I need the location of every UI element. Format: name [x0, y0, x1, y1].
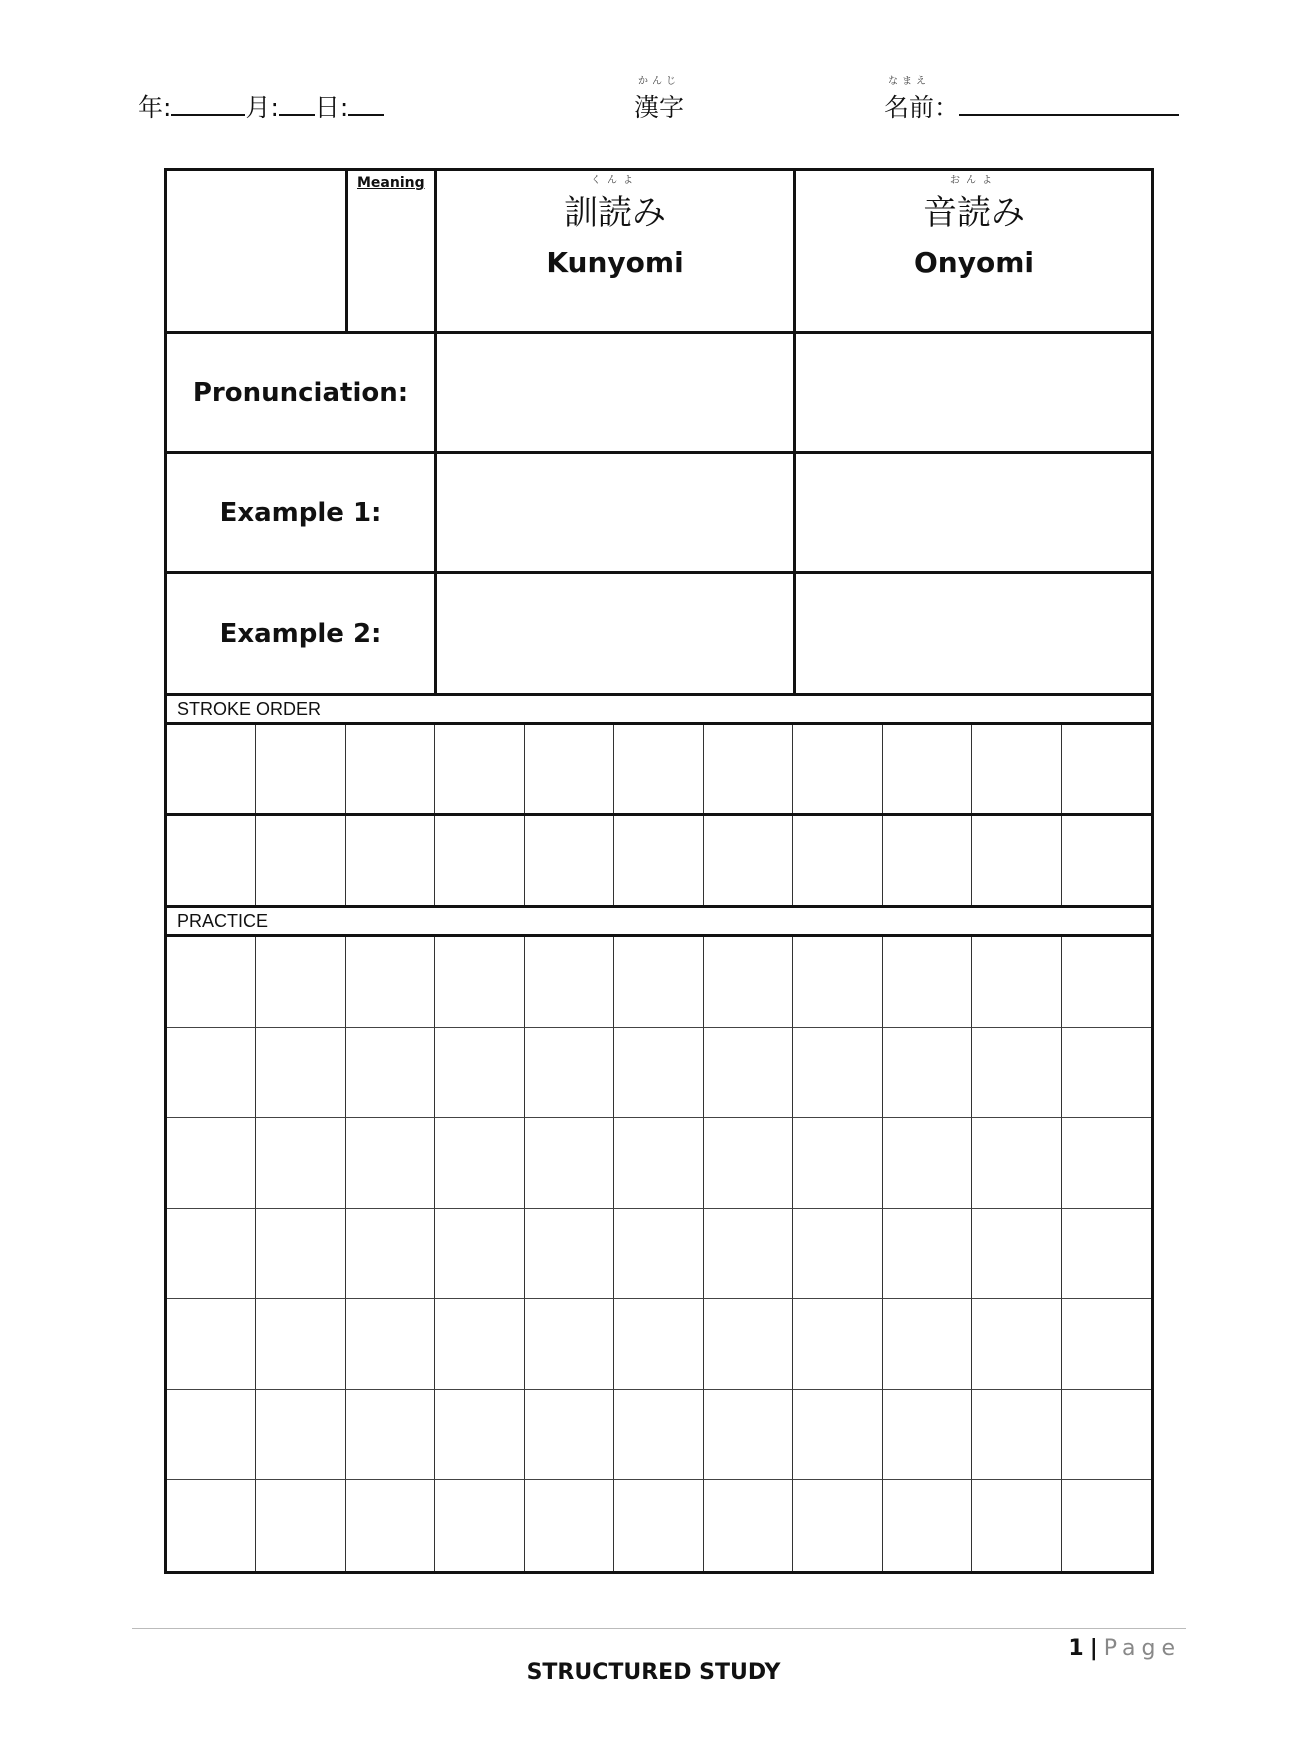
stroke-order-cell[interactable] — [256, 815, 345, 905]
stroke-order-cell[interactable] — [883, 815, 972, 905]
practice-label: PRACTICE — [177, 910, 269, 931]
date-fields — [138, 88, 384, 124]
practice-cell[interactable] — [167, 1028, 256, 1119]
practice-cell[interactable] — [793, 1480, 882, 1571]
stroke-order-label: STROKE ORDER — [177, 698, 322, 719]
name-label: 名前： — [884, 93, 960, 122]
practice-cell[interactable] — [346, 1028, 435, 1119]
year-label: 年: — [138, 93, 172, 122]
stroke-order-cell[interactable] — [256, 725, 345, 815]
practice-cell[interactable] — [167, 1480, 256, 1571]
practice-cell[interactable] — [1062, 1390, 1151, 1481]
practice-cell[interactable] — [793, 1028, 882, 1119]
practice-cell[interactable] — [346, 1299, 435, 1390]
practice-cell[interactable] — [793, 937, 882, 1028]
kunyomi-header — [437, 175, 793, 279]
practice-cell[interactable] — [346, 1390, 435, 1481]
practice-cell[interactable] — [972, 937, 1061, 1028]
practice-cell[interactable] — [256, 1390, 345, 1481]
practice-cell[interactable] — [704, 937, 793, 1028]
practice-cell[interactable] — [167, 1390, 256, 1481]
practice-cell[interactable] — [167, 937, 256, 1028]
kanji-label: 漢字 — [634, 93, 685, 122]
pronunciation-onyomi-cell[interactable] — [796, 334, 1152, 451]
page-separator: | — [1089, 1636, 1098, 1661]
practice-cell[interactable] — [525, 1390, 614, 1481]
stroke-order-cell[interactable] — [614, 725, 703, 815]
practice-cell[interactable] — [614, 1118, 703, 1209]
practice-cell[interactable] — [167, 1209, 256, 1300]
practice-cell[interactable] — [256, 1028, 345, 1119]
practice-cell[interactable] — [346, 1209, 435, 1300]
stroke-order-cell[interactable] — [972, 725, 1061, 815]
practice-cell[interactable] — [435, 1299, 524, 1390]
practice-cell[interactable] — [793, 1118, 882, 1209]
year-blank[interactable] — [171, 94, 245, 116]
kanji-ruby: かんじ — [638, 76, 680, 87]
practice-cell[interactable] — [346, 1480, 435, 1571]
practice-cell[interactable] — [883, 937, 972, 1028]
day-label: 日: — [314, 93, 349, 122]
practice-cell[interactable] — [614, 1390, 703, 1481]
onyomi-ruby: おんよ — [950, 175, 998, 186]
practice-cell[interactable] — [256, 1480, 345, 1571]
practice-cell[interactable] — [614, 1028, 703, 1119]
practice-cell[interactable] — [793, 1299, 882, 1390]
practice-cell[interactable] — [256, 937, 345, 1028]
stroke-order-cell[interactable] — [1062, 725, 1151, 815]
practice-cell[interactable] — [972, 1390, 1061, 1481]
practice-cell[interactable] — [883, 1118, 972, 1209]
stroke-order-cell[interactable] — [793, 815, 882, 905]
practice-cell[interactable] — [614, 1480, 703, 1571]
practice-cell[interactable] — [435, 1209, 524, 1300]
practice-cell[interactable] — [435, 937, 524, 1028]
practice-cell[interactable] — [1062, 1480, 1151, 1571]
example2-kunyomi-cell[interactable] — [437, 574, 793, 693]
footer-title: STRUCTURED STUDY — [526, 1660, 781, 1685]
practice-cell[interactable] — [435, 1480, 524, 1571]
page-word: Page — [1103, 1636, 1181, 1661]
practice-cell[interactable] — [256, 1118, 345, 1209]
practice-cell[interactable] — [525, 1299, 614, 1390]
example2-onyomi-cell[interactable] — [796, 574, 1152, 693]
practice-cell[interactable] — [525, 1209, 614, 1300]
practice-cell[interactable] — [883, 1028, 972, 1119]
stroke-order-cell[interactable] — [614, 815, 703, 905]
practice-cell[interactable] — [972, 1028, 1061, 1119]
practice-cell[interactable] — [525, 937, 614, 1028]
name-blank[interactable] — [959, 94, 1179, 116]
kanji-title — [634, 76, 685, 124]
practice-cell[interactable] — [1062, 1118, 1151, 1209]
day-blank[interactable] — [348, 94, 384, 116]
kanji-box[interactable] — [167, 171, 345, 331]
kunyomi-en: Kunyomi — [546, 246, 684, 279]
practice-cell[interactable] — [972, 1209, 1061, 1300]
name-field — [884, 76, 1179, 124]
stroke-order-cell[interactable] — [883, 725, 972, 815]
practice-cell[interactable] — [883, 1299, 972, 1390]
practice-cell[interactable] — [704, 1118, 793, 1209]
practice-cell[interactable] — [525, 1118, 614, 1209]
stroke-order-cell[interactable] — [972, 815, 1061, 905]
practice-cell[interactable] — [614, 1299, 703, 1390]
name-ruby: なまえ — [888, 76, 930, 87]
practice-cell[interactable] — [525, 1480, 614, 1571]
practice-cell[interactable] — [1062, 1299, 1151, 1390]
practice-cell[interactable] — [167, 1299, 256, 1390]
practice-cell[interactable] — [704, 1028, 793, 1119]
page-number — [1068, 1636, 1181, 1661]
example2-label: Example 2: — [219, 618, 382, 649]
stroke-order-cell[interactable] — [346, 815, 435, 905]
practice-cell[interactable] — [793, 1390, 882, 1481]
month-label: 月: — [245, 93, 279, 122]
stroke-order-cell[interactable] — [435, 815, 524, 905]
onyomi-en: Onyomi — [914, 246, 1034, 279]
stroke-order-cell[interactable] — [704, 815, 793, 905]
practice-cell[interactable] — [704, 1209, 793, 1300]
practice-cell[interactable] — [525, 1028, 614, 1119]
kunyomi-ruby: くんよ — [591, 175, 639, 186]
practice-grid — [167, 937, 1151, 1571]
onyomi-header — [796, 175, 1152, 279]
example1-onyomi-cell[interactable] — [796, 454, 1152, 571]
practice-cell[interactable] — [883, 1390, 972, 1481]
practice-cell[interactable] — [435, 1028, 524, 1119]
month-blank[interactable] — [279, 94, 315, 116]
practice-cell[interactable] — [167, 1118, 256, 1209]
kunyomi-jp: 訓読み — [564, 193, 666, 233]
stroke-order-cell[interactable] — [346, 725, 435, 815]
practice-cell[interactable] — [704, 1390, 793, 1481]
practice-cell[interactable] — [972, 1299, 1061, 1390]
pronunciation-label: Pronunciation: — [192, 377, 409, 408]
practice-cell[interactable] — [614, 1209, 703, 1300]
stroke-order-cell[interactable] — [525, 815, 614, 905]
footer-divider — [132, 1628, 1186, 1629]
stroke-order-cell[interactable] — [793, 725, 882, 815]
practice-cell[interactable] — [972, 1480, 1061, 1571]
practice-cell[interactable] — [883, 1480, 972, 1571]
page-number-value: 1 — [1068, 1636, 1084, 1661]
example1-label: Example 1: — [219, 497, 382, 528]
practice-cell[interactable] — [346, 1118, 435, 1209]
practice-cell[interactable] — [972, 1118, 1061, 1209]
stroke-order-cell[interactable] — [167, 815, 256, 905]
worksheet-table — [164, 168, 1154, 1574]
practice-cell[interactable] — [704, 1299, 793, 1390]
stroke-order-cell[interactable] — [704, 725, 793, 815]
practice-cell[interactable] — [435, 1390, 524, 1481]
stroke-order-cell[interactable] — [435, 725, 524, 815]
stroke-order-cell[interactable] — [525, 725, 614, 815]
practice-cell[interactable] — [704, 1480, 793, 1571]
practice-cell[interactable] — [1062, 937, 1151, 1028]
practice-cell[interactable] — [1062, 1209, 1151, 1300]
practice-cell[interactable] — [256, 1299, 345, 1390]
practice-cell[interactable] — [614, 937, 703, 1028]
pronunciation-kunyomi-cell[interactable] — [437, 334, 793, 451]
practice-cell[interactable] — [1062, 1028, 1151, 1119]
practice-cell[interactable] — [346, 937, 435, 1028]
onyomi-jp: 音読み — [923, 193, 1025, 233]
practice-cell[interactable] — [435, 1118, 524, 1209]
meaning-label: Meaning — [357, 175, 425, 191]
example1-kunyomi-cell[interactable] — [437, 454, 793, 571]
stroke-order-cell[interactable] — [1062, 815, 1151, 905]
practice-cell[interactable] — [883, 1209, 972, 1300]
practice-cell[interactable] — [256, 1209, 345, 1300]
stroke-order-cell[interactable] — [167, 725, 256, 815]
practice-cell[interactable] — [793, 1209, 882, 1300]
